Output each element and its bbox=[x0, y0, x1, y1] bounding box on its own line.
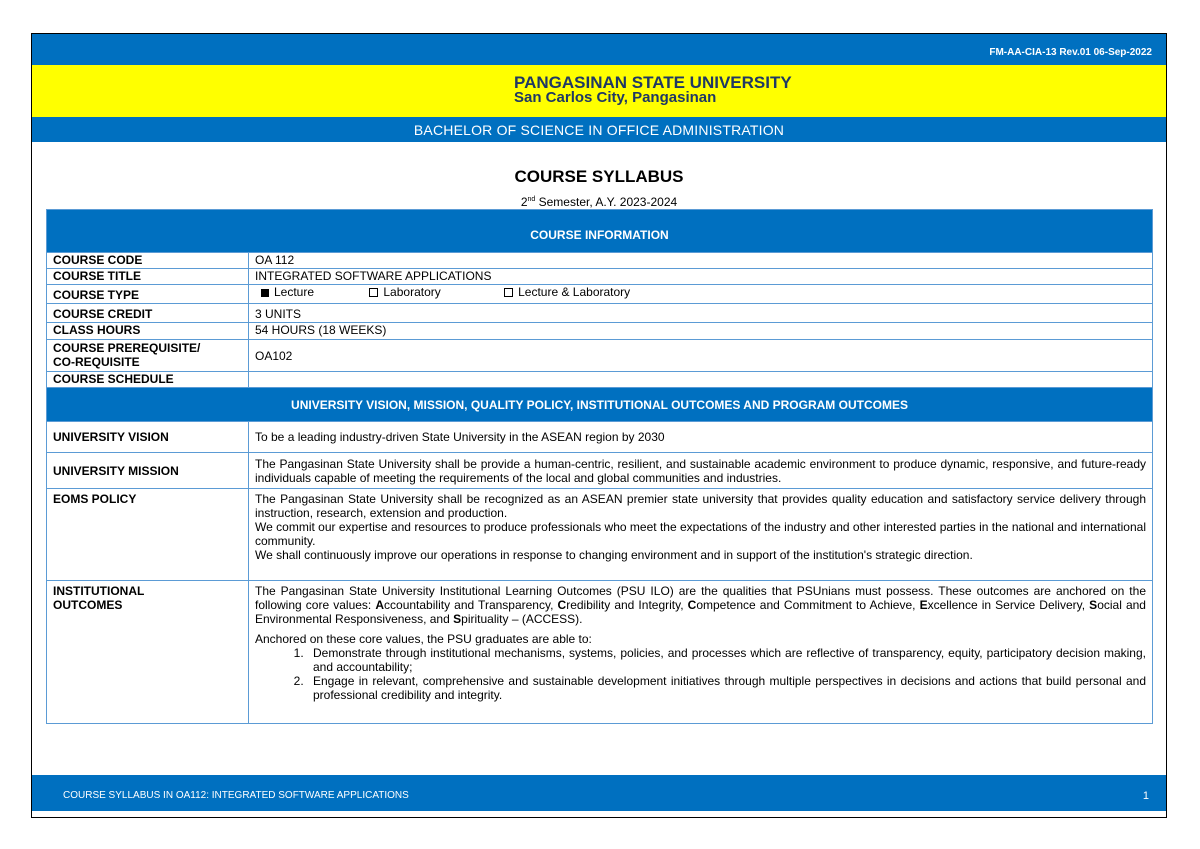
course-type-label: COURSE TYPE bbox=[47, 285, 249, 304]
value-text: ocial and Environmental Responsiveness, and bbox=[255, 598, 1146, 626]
course-title-value: INTEGRATED SOFTWARE APPLICATIONS bbox=[249, 269, 1153, 285]
footer-bar bbox=[32, 775, 1166, 811]
course-info-header bbox=[47, 210, 1153, 253]
course-info-heading: COURSE INFORMATION bbox=[47, 210, 1153, 253]
university-name: PANGASINAN STATE UNIVERSITY bbox=[514, 73, 792, 92]
option-lecture-laboratory[interactable] bbox=[504, 285, 630, 299]
value-text: ccountability and Transparency, bbox=[384, 598, 558, 612]
mission-text: The Pangasinan State University shall be provide a human-centric, resilient, and sustainable academic environment to produce dynamic, responsive, and future-ready individuals capable of meeting the requirements of the local and global communities and industries. bbox=[249, 453, 1153, 489]
value-initial: C bbox=[557, 598, 567, 612]
eoms-text bbox=[249, 489, 1153, 581]
unchecked-box-icon bbox=[369, 288, 378, 297]
ilo-list bbox=[255, 646, 1146, 702]
university-location: San Carlos City, Pangasinan bbox=[514, 89, 717, 106]
option-laboratory[interactable] bbox=[369, 285, 440, 299]
eoms-paragraph-2: We commit our expertise and resources to produce professionals who meet the expectations of the industry and other interested parties in the national and international community. bbox=[255, 520, 1146, 548]
program-bar bbox=[32, 117, 1166, 142]
course-code-value: OA 112 bbox=[249, 253, 1153, 269]
prerequisite-label-line1: COURSE PREREQUISITE/ bbox=[53, 341, 201, 355]
value-text: redibility and Integrity, bbox=[566, 598, 688, 612]
ilo-lead: Anchored on these core values, the PSU graduates are able to: bbox=[255, 632, 592, 646]
eoms-paragraph-1: The Pangasinan State University shall be recognized as an ASEAN premier state university that provides quality education and satisfactory service delivery through instruction, research, extension and production. bbox=[255, 492, 1146, 520]
row-mission bbox=[47, 453, 1153, 489]
row-course-credit bbox=[47, 304, 1153, 323]
row-course-title bbox=[47, 269, 1153, 285]
value-text: ompetence and Commitment to Achieve, bbox=[696, 598, 920, 612]
value-text: pirituality – (ACCESS). bbox=[461, 612, 583, 626]
row-eoms bbox=[47, 489, 1153, 581]
prerequisite-value: OA102 bbox=[249, 340, 1153, 372]
institutional-label-line2: OUTCOMES bbox=[53, 598, 123, 612]
semester-suffix: nd bbox=[527, 196, 536, 203]
institutional-outcomes-label bbox=[47, 581, 249, 724]
semester-ordinal: 2 bbox=[520, 195, 528, 209]
value-initial: E bbox=[919, 598, 928, 612]
checked-box-icon bbox=[261, 289, 269, 297]
option-lecture[interactable] bbox=[261, 285, 314, 299]
vision-label: UNIVERSITY VISION bbox=[47, 422, 249, 453]
row-vision bbox=[47, 422, 1153, 453]
row-prerequisite bbox=[47, 340, 1153, 372]
row-institutional-outcomes bbox=[47, 581, 1153, 724]
form-code: FM-AA-CIA-13 Rev.01 06-Sep-2022 bbox=[989, 47, 1152, 58]
course-credit-label: COURSE CREDIT bbox=[47, 304, 249, 323]
ilo-intro-paragraph bbox=[255, 584, 1146, 626]
eoms-paragraph-3: We shall continuously improve our operations in response to changing environment and in support of the institution's strategic direction. bbox=[255, 548, 973, 562]
row-course-type bbox=[47, 285, 1153, 304]
list-item: 1. Demonstrate through institutional mechanisms, systems, policies, and processes which are reflective of transparency, equity, participatory decision making, and accountability; bbox=[307, 646, 1146, 674]
footer-text: COURSE SYLLABUS IN OA112: INTEGRATED SOFTWARE APPLICATIONS bbox=[63, 790, 409, 801]
mission-label: UNIVERSITY MISSION bbox=[47, 453, 249, 489]
value-initial: C bbox=[687, 598, 697, 612]
class-hours-value: 54 HOURS (18 WEEKS) bbox=[249, 323, 1153, 340]
row-course-schedule bbox=[47, 372, 1153, 388]
option-laboratory-label: Laboratory bbox=[383, 285, 441, 299]
ilo-intro: The Pangasinan State University Institutional Learning Outcomes (PSU ILO) are the qualities that PSUnians must possess. These outcomes are anchored on the following core values: bbox=[255, 584, 1146, 612]
prerequisite-label bbox=[47, 340, 249, 372]
institutional-outcomes-text bbox=[249, 581, 1153, 724]
value-initial: A bbox=[375, 598, 385, 612]
unchecked-box-icon bbox=[504, 288, 513, 297]
course-schedule-label: COURSE SCHEDULE bbox=[47, 372, 249, 388]
course-title-label: COURSE TITLE bbox=[47, 269, 249, 285]
value-text: xcellence in Service Delivery, bbox=[927, 598, 1090, 612]
syllabus-table bbox=[46, 209, 1153, 724]
page-number: 1 bbox=[1142, 790, 1149, 802]
prerequisite-label-line2: CO-REQUISITE bbox=[53, 355, 140, 369]
vision-text: To be a leading industry-driven State University in the ASEAN region by 2030 bbox=[249, 422, 1153, 453]
value-initial: S bbox=[1089, 598, 1098, 612]
vmgo-header bbox=[47, 388, 1153, 422]
syllabus-page bbox=[31, 33, 1167, 818]
course-credit-value: 3 UNITS bbox=[249, 304, 1153, 323]
course-code-label: COURSE CODE bbox=[47, 253, 249, 269]
eoms-label: EOMS POLICY bbox=[47, 489, 249, 581]
row-course-code bbox=[47, 253, 1153, 269]
document-title: COURSE SYLLABUS bbox=[514, 167, 684, 186]
header-top-bar bbox=[32, 34, 1166, 65]
option-lecture-laboratory-label: Lecture & Laboratory bbox=[518, 285, 631, 299]
class-hours-label: CLASS HOURS bbox=[47, 323, 249, 340]
list-item: 2. Engage in relevant, comprehensive and sustainable development initiatives through multiple perspectives in decisions and actions that build personal and professional credibility and integrity. bbox=[307, 674, 1146, 702]
course-schedule-value bbox=[249, 372, 1153, 388]
value-initial: S bbox=[453, 612, 462, 626]
institutional-label-line1: INSTITUTIONAL bbox=[53, 584, 145, 598]
semester-line bbox=[32, 195, 1166, 209]
course-type-options bbox=[249, 285, 1153, 304]
vmgo-heading: UNIVERSITY VISION, MISSION, QUALITY POLICY, INSTITUTIONAL OUTCOMES AND PROGRAM OUTCOMES bbox=[47, 388, 1153, 422]
option-lecture-label: Lecture bbox=[274, 285, 315, 299]
semester-text: Semester, A.Y. 2023-2024 bbox=[535, 195, 678, 209]
row-class-hours bbox=[47, 323, 1153, 340]
program-name: BACHELOR OF SCIENCE IN OFFICE ADMINISTRATION bbox=[413, 122, 785, 138]
